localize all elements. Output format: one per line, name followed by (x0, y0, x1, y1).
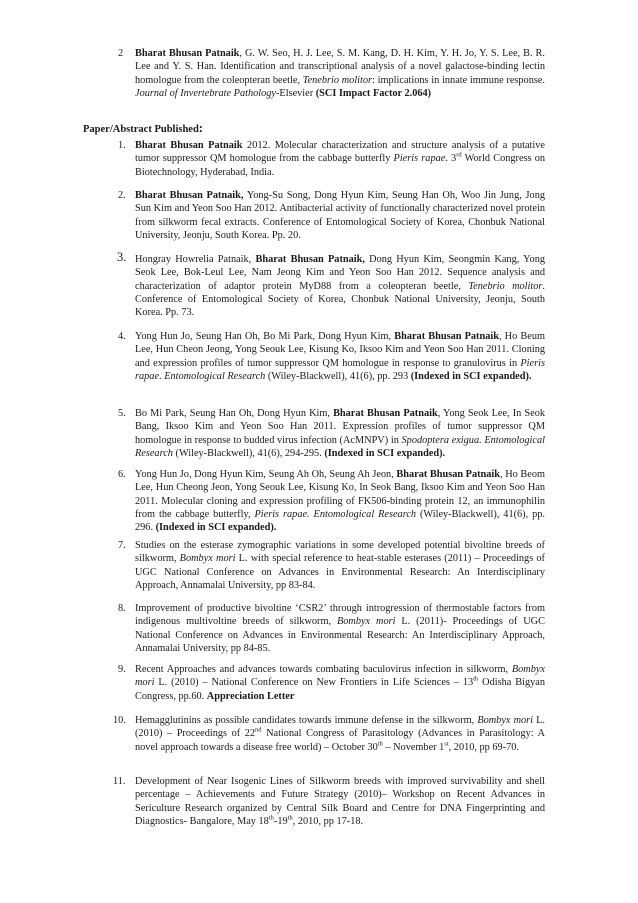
species-name: Pieris rapae (135, 357, 545, 382)
entry-text: Bharat Bhusan Patnaik, G. W. Seo, H. J. Lee, S. M. Kang, D. H. Kim, Y. H. Jo, Y. S. Lee, B. R. Lee and Y. S. Han. Identification and transcriptional analysis of a novel galactose-binding lectin homologue from the coleopteran beetle, Tenebrio molitor: implications in innate immune response. Journal of Invertebrate Pathology-Elsevier (SCI Impact Factor 2.064) (135, 48, 546, 99)
entry-text: Bo Mi Park, Seung Han Oh, Dong Hyun Kim, Bharat Bhusan Patnaik, Yong Seok Lee, In Seok Bang, Iksoo Kim and Yeon Soo Han 2011. Expression profiles of tumor suppressor QM homologue in response to budded virus infection (AcMNPV) in Spodoptera exigua. Entomological Research (Wiley-Blackwell), 41(6), 294-295. (Indexed in SCI expanded). (135, 408, 545, 459)
author-name: Bharat Bhusan Patnaik (396, 469, 501, 480)
indexed-note: (Indexed in SCI expanded). (155, 522, 277, 534)
entry-number: 7. (118, 540, 126, 551)
journal-name: Entomological Research (135, 434, 545, 459)
species-name: Pieris rapae. Entomological Research (254, 508, 417, 520)
entry-text: Hongray Howrelia Patnaik, Bharat Bhusan Patnaik, Dong Hyun Kim, Seongmin Kang, Yong Seok Lee, Bok-Leul Lee, Nam Jeong Kim and Yeon Soo Han 2012. Sequence analysis and characterization of adaptor protein MyD88 from a coleopteran beetle, Tenebrio molitor. Conference of Entomological Society of Korea, Chonbuk National University, Jeonju, South Korea. Pp. 73. (135, 254, 545, 319)
species-name: Pieris rapae (393, 153, 446, 165)
journal-name: Journal of Invertebrate Pathology (135, 87, 276, 99)
entry-number: 9. (118, 664, 126, 675)
entry-text: Hemagglutinins as possible candidates towards immune defense in the silkworm, Bombyx mori L.(2010) – Proceedings of 22nd National Congress of Parasitology (Advances in Parasitology: A novel approach towards a disease free world) – October 30th – November 1st, 2010, pp 69-70. (135, 715, 545, 753)
indexed-note: (Indexed in SCI expanded). (324, 447, 446, 459)
entry-number: 5. (118, 408, 126, 419)
author-name: Bharat Bhusan Patnaik, (135, 190, 244, 201)
author-name: Bharat Bhusan Patnaik, (255, 254, 365, 265)
author-name: Bharat Bhusan Patnaik (135, 48, 240, 59)
entry-text: Development of Near Isogenic Lines of Silkworm breeds with improved survivability and shell percentage – Achievements and Future Strategy (2010)– Workshop on Recent Advances in Sericulture Research organized by Central Silk Board and Centre for DNA Fingerprinting and Diagnostics- Bangalore, May 18th-19th, 2010, pp 17-18. (135, 776, 545, 827)
award-note: Appreciation Letter (206, 690, 295, 702)
species-name: Tenebrio molitor (302, 74, 373, 86)
journal-name: Entomological Research (164, 370, 266, 382)
author-name: Bharat Bhusan Patnaik (394, 331, 499, 342)
entry-number: 2 (118, 48, 124, 59)
entry-number: 1. (118, 140, 126, 151)
entry-number: 2. (118, 190, 126, 201)
author-name: Bharat Bhusan Patnaik (135, 140, 243, 151)
entry-text: Yong Hun Jo, Dong Hyun Kim, Seung Ah Oh, Seung Ah Jeon, Bharat Bhusan Patnaik, Ho Beom Lee, Hun Cheong Jeon, Yong Seouk Lee, Kisung Ko, In Seok Bang, Iksoo Kim and Yeon Soo Han 2011. Molecular cloning and expression profiling of FK506-binding protein 12, an immunophilin from the cabbage butterfly, Pieris rapae. Entomological Research (Wiley-Blackwell), 41(6), pp. 296. (Indexed in SCI expanded). (135, 469, 545, 534)
author-name: Bharat Bhusan Patnaik (333, 408, 438, 419)
species-name: Spodoptera exigua. (401, 434, 482, 446)
entry-number: 6. (118, 469, 126, 480)
entry-text: Recent Approaches and advances towards combating baculovirus infection in silkworm, Bombyx mori L. (2010) – National Conference on New Frontiers in Life Sciences – 13th Odisha Bigyan Congress, pp.60. Appreciation Letter (135, 664, 545, 702)
entry-text: Yong Hun Jo, Seung Han Oh, Bo Mi Park, Dong Hyun Kim, Bharat Bhusan Patnaik, Ho Beum Lee, Hun Cheon Jeong, Yong Seouk Lee, Kisung Ko, Iksoo Kim and Yeon Soo Han 2011. Cloning and expression profiles of tumor suppressor QM homologue in response to granulovirus in Pieris rapae. Entomological Research (Wiley-Blackwell), 41(6), pp. 293 (Indexed in SCI expanded). (135, 331, 545, 382)
entry-text: Studies on the esterase zymographic variations in some developed potential bivoltine breeds of silkworm, Bombyx mori L. with special reference to heat-stable esterases (2011) – Proceedings of UGC National Conference on Advances in Environmental Research: An Interdisciplinary Approach, Annamalai University, pp 83-84. (135, 540, 545, 591)
entry-number: 8. (118, 603, 126, 614)
species-name: Tenebrio molitor (468, 280, 543, 292)
species-name: Bombyx mori (179, 553, 236, 565)
species-name: Bombyx mori (477, 715, 534, 726)
entry-text: Improvement of productive bivoltine ‘CSR2’ through introgression of thermostable factors from indigenous multivoltine breeds of silkworm, Bombyx mori L. (2011)- Proceedings of UGC National Conference on Advances in Environmental Research: An Interdisciplinary Approach, Annamalai University, pp 84-85. (135, 603, 545, 654)
impact-factor: (SCI Impact Factor 2.064) (315, 87, 432, 99)
entry-number: 11. (113, 776, 126, 787)
species-name: Bombyx mori (336, 616, 396, 628)
entry-text: Bharat Bhusan Patnaik, Yong-Su Song, Dong Hyun Kim, Seung Han Oh, Woo Jin Jung, Jong Sun Kim and Yeon Soo Han 2012. Antibacterial activity of functionally characterized novel protein from silkworm fecal extracts. Conference of Entomological Society of Korea, Chonbuk National University, Jeonju, South Korea. Pp. 20. (135, 190, 545, 241)
species-name: Bombyx mori (135, 664, 545, 689)
entry-number: 10. (113, 715, 126, 726)
entry-number: 3. (117, 250, 127, 264)
entry-number: 4. (118, 331, 126, 342)
section-heading: Paper/Abstract Published: (83, 121, 203, 135)
indexed-note: (Indexed in SCI expanded). (410, 370, 532, 382)
entry-text: Bharat Bhusan Patnaik 2012. Molecular characterization and structure analysis of a putative tumor suppressor QM homologue from the cabbage butterfly Pieris rapae. 3rd World Congress on Biotechnology, Hyderabad, India. (135, 140, 545, 178)
